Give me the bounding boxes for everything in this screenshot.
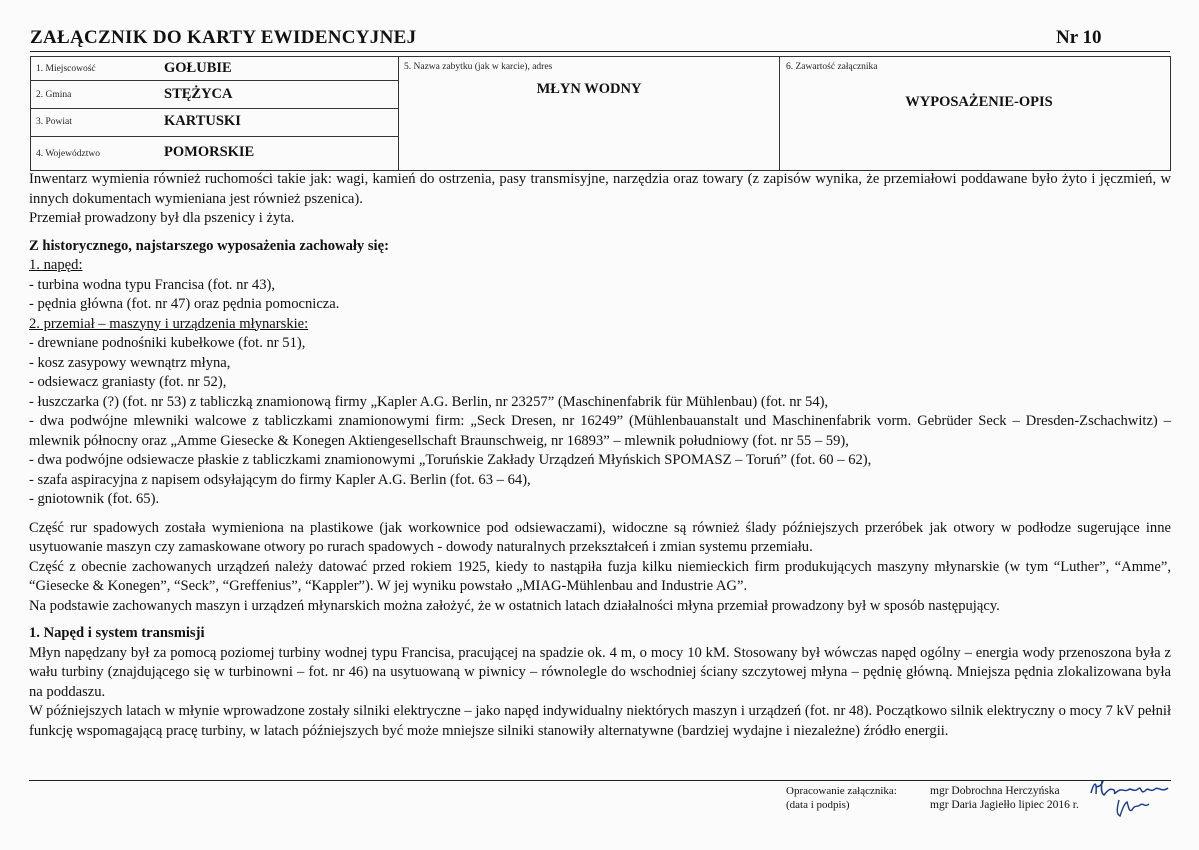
voivodeship-label: 4. Województwo: [36, 149, 100, 159]
list-item: - dwa podwójne odsiewacze płaskie z tabliczkami znamionowymi „Toruńskie Zakłady Urządzeń Młyńskich SPOMASZ – Toruń” (fot. 60 – 62),: [29, 452, 872, 468]
content-value: WYPOSAŻENIE-OPIS: [905, 94, 1053, 110]
voivodeship-value: POMORSKIE: [164, 144, 255, 160]
attachment-number: Nr 10: [1056, 27, 1102, 48]
locality-value: GOŁUBIE: [164, 60, 232, 76]
list-item: - kosz zasypowy wewnątrz młyna,: [29, 354, 231, 371]
author-1: mgr Dobrochna Herczyńska: [930, 785, 1060, 797]
intro-paragraph: Inwentarz wymienia również ruchomości takie jak: wagi, kamień do ostrzenia, pasy transmisyjne, narzędzia oraz towary (z zapisów wynika, że przemiałowi poddawane było żyto i jęczmień, w innych dokumentach wymieniana jest również pszenica).: [29, 171, 1171, 207]
list-item: - szafa aspiracyjna z napisem odsyłającym do firmy Kapler A.G. Berlin (fot. 63 – 64),: [29, 471, 531, 488]
locality-label: 1. Miejscowość: [36, 64, 96, 74]
commune-value: STĘŻYCA: [164, 86, 233, 102]
document-body: [29, 170, 1171, 741]
commune-label: 2. Gmina: [36, 90, 72, 100]
list-item: - łuszczarka (?) (fot. nr 53) z tabliczką znamionową firmy „Kapler A.G. Berlin, nr 23257” (Maschinenfabrik für Mühlenbau) (fot. nr 54),: [29, 393, 829, 410]
drive-heading: 1. napęd:: [29, 257, 83, 273]
county-label: 3. Powiat: [36, 117, 72, 127]
document-title: ZAŁĄCZNIK DO KARTY EWIDENCYJNEJ: [30, 27, 417, 48]
prepared-label: Opracowanie załącznika:: [786, 785, 897, 797]
header-rule: [30, 51, 1170, 52]
body-paragraph: W późniejszych latach w młynie wprowadzone zostały silniki elektryczne – jako napęd indywidualny niektórych maszyn i urządzeń (fot. nr 48). Początkowo silnik elektryczny o mocy 7 kV pełnił funkcję wspomagającą pracę turbiny, w latach późniejszych być może mniejsze silniki stanowiły alternatywne (bardziej wydajne i niezależne) źródło energii.: [29, 703, 1171, 739]
list-item: - drewniane podnośniki kubełkowe (fot. nr 51),: [29, 335, 306, 351]
body-paragraph: Młyn napędzany był za pomocą poziomej turbiny wodnej typu Francisa, pracującej na spadzie ok. 4 m, o mocy 10 kM. Stosowany był wówczas napęd ogólny – energia wody przenoszona była z wału turbiny (znajdującego się w turbinowni – fot. nr 46) na usytuowaną w piwnicy – równolegle do wschodniej ściany szczytowej młyna – pędnię główną. Mniejsza pędnia zlokalizowana była na poddaszu.: [29, 644, 1171, 700]
monument-value: MŁYN WODNY: [536, 81, 642, 97]
author-2: mgr Daria Jagiełło lipiec 2016 r.: [930, 799, 1079, 811]
list-item: - turbina wodna typu Francisa (fot. nr 43),: [29, 276, 276, 293]
county-value: KARTUSKI: [164, 113, 241, 129]
history-heading: Z historycznego, najstarszego wyposażenia zachowały się:: [29, 237, 389, 254]
date-label: (data i podpis): [786, 799, 850, 811]
list-item: - odsiewacz graniasty (fot. nr 52),: [29, 374, 227, 390]
footer-rule: [29, 780, 1171, 781]
body-paragraph: Na podstawie zachowanych maszyn i urządzeń młynarskich można założyć, że w ostatnich latach działalności młyna przemiał prowadzony był w sposób następujący.: [29, 597, 1000, 614]
content-label: 6. Zawartość załącznika: [786, 62, 878, 72]
content-box: [779, 56, 1171, 171]
list-item: - dwa podwójne mlewniki walcowe z tabliczkami znamionowymi firm: „Seck Dresen, nr 16249” (Mühlenbauanstalt und Maschinenfabrik vorm. Gebrüder Seck – Dresden-Zschachwitz) – mlewnik północny oraz „Amme Giesecke & Konegen Aktiengesellschaft Braunschweig, nr 16893” – mlewnik południowy (fot. nr 55 – 59),: [29, 413, 1171, 449]
intro-paragraph: Przemiał prowadzony był dla pszenicy i żyta.: [29, 210, 295, 226]
section-heading: 1. Napęd i system transmisji: [29, 625, 205, 641]
body-paragraph: Część z obecnie zachowanych urządzeń należy datować przed rokiem 1925, kiedy to nastąpiła fuzja kilku niemieckich firm produkujących maszyny młynarskie (w tym “Luther”, “Amme”, “Giesecke & Konegen”, “Seck”, “Greffenius”, “Kappler”). W jej wyniku powstało „MIAG-Mühlenbau and Industrie AG”.: [29, 558, 1171, 594]
monument-label: 5. Nazwa zabytku (jak w karcie), adres: [404, 62, 553, 72]
list-item: - gniotownik (fot. 65).: [29, 491, 160, 507]
list-item: - pędnia główna (fot. nr 47) oraz pędnia pomocnicza.: [29, 296, 340, 312]
body-paragraph: Część rur spadowych została wymieniona na plastikowe (jak workownice pod odsiewaczami), widoczne są również ślady późniejszych przeróbek jak otwory w podłodze sugerujące inne usytuowanie maszyn czy zamaskowane otwory po rurach spadowych - dowody naturalnych przekształceń i zmian systemu przemiału.: [29, 519, 1171, 555]
milling-heading: 2. przemiał – maszyny i urządzenia młynarskie:: [29, 315, 309, 332]
signature-2: [1113, 796, 1153, 820]
monument-box: [398, 56, 780, 171]
